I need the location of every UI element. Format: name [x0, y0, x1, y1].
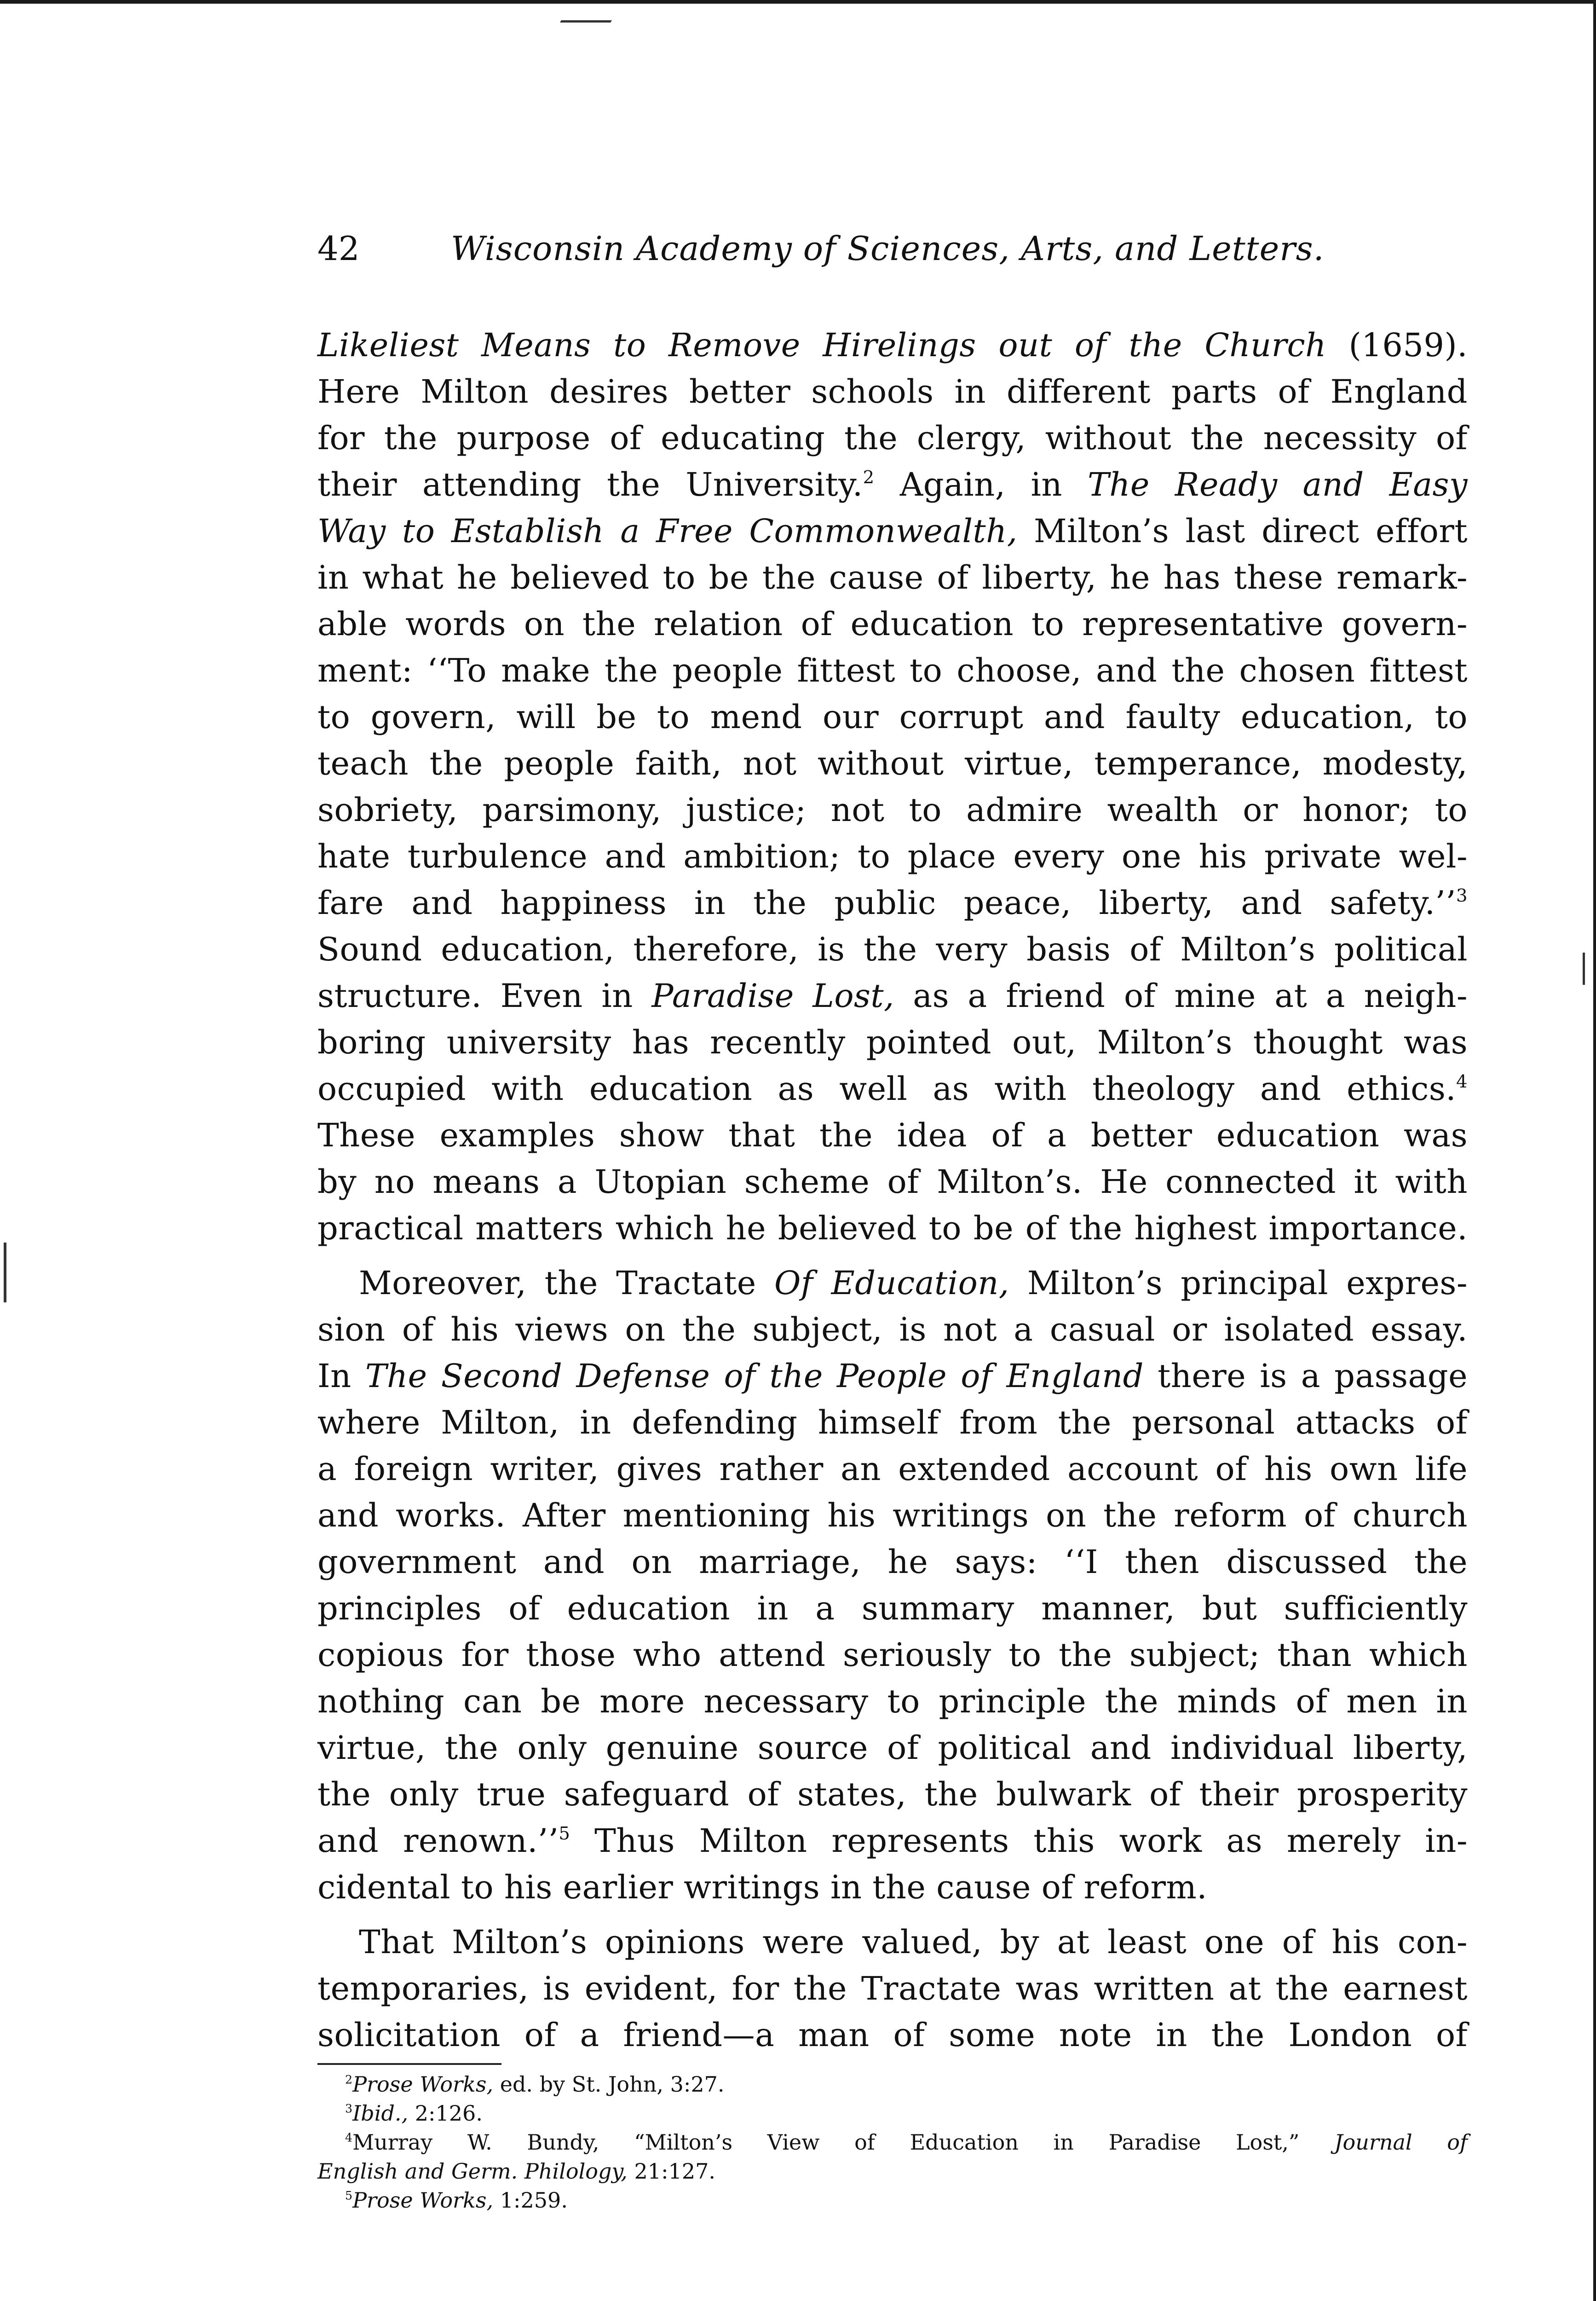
footnote-4 [317, 2128, 1468, 2157]
text-run: there is a passage [1143, 1357, 1468, 1395]
text-run: (1659). [1326, 326, 1468, 364]
text-line: the only true safeguard of states, the bulwark of their prosperity [317, 1775, 1468, 1813]
italic-title: Way to Establish a Free Commonwealth, [317, 512, 1018, 550]
running-title: Wisconsin Academy of Sciences, Arts, and Letters. [451, 229, 1325, 268]
footnote-journal: Journal of [1299, 2130, 1468, 2155]
text-line: where Milton, in defending himself from the personal attacks of [317, 1404, 1468, 1441]
text-line: hate turbulence and ambition; to place every one his private wel- [317, 838, 1468, 875]
text-line [317, 973, 1468, 1019]
text-line [317, 880, 1468, 926]
text-line: and works. After mentioning his writings on the reform of church [317, 1497, 1468, 1534]
text-line: These examples show that the idea of a better education was [317, 1116, 1468, 1154]
text-line [317, 1818, 1468, 1864]
footnote-3 [317, 2099, 1468, 2128]
footnote-number: 3 [345, 2102, 353, 2116]
italic-title: Paradise Lost, [651, 977, 894, 1015]
footnote-title: Prose Works, [352, 2072, 494, 2097]
text-line: to govern, will be to mend our corrupt and faulty education, to [317, 698, 1468, 736]
text-line: in what he believed to be the cause of liberty, he has these remark- [317, 559, 1468, 596]
text-line: by no means a Utopian scheme of Milton’s. He connected it with [317, 1163, 1468, 1201]
text-line: a foreign writer, gives rather an extended account of his own life [317, 1450, 1468, 1488]
footnote-number: 4 [345, 2131, 353, 2145]
text-run: Moreover, the Tractate [359, 1264, 774, 1302]
italic-title: Of Education, [774, 1264, 1009, 1302]
text-line: virtue, the only genuine source of political and individual liberty, [317, 1729, 1468, 1767]
text-line: government and on marriage, he says: ‘‘I then discussed the [317, 1543, 1468, 1581]
text-line: principles of education in a summary manner, but sufficiently [317, 1590, 1468, 1627]
text-run: In [317, 1357, 365, 1395]
text-line [317, 1260, 1468, 1307]
text-run: their attending the University. [317, 466, 863, 503]
text-line: temporaries, is evident, for the Tractate was written at the earnest [317, 1970, 1468, 2007]
scan-mark-right [1583, 953, 1588, 985]
text-line: Here Milton desires better schools in different parts of England [317, 373, 1468, 410]
text-line: copious for those who attend seriously to the subject; than which [317, 1636, 1468, 1674]
scan-mark-left [4, 1243, 10, 1302]
text-line: solicitation of a friend—a man of some note in the London of [317, 2016, 1468, 2054]
text-line: practical matters which he believed to be of the highest importance. [317, 1209, 1468, 1247]
paragraph-gap [317, 1911, 1468, 1919]
footnote-ref: 2 [863, 467, 875, 488]
footnote-title: Prose Works, [352, 2188, 494, 2213]
text-line: cidental to his earlier writings in the cause of reform. [317, 1868, 1208, 1906]
text-line [317, 1353, 1468, 1399]
footnote-number: 2 [345, 2073, 353, 2087]
text-run: Thus Milton represents this work as merely in- [570, 1822, 1468, 1860]
text-run: Again, in [874, 466, 1088, 503]
footnote-ref: 5 [559, 1823, 570, 1844]
text-run: Milton’s principal expres- [1009, 1264, 1468, 1302]
footnote-journal: English and Germ. Philology, [317, 2159, 628, 2184]
italic-title: The Second Defense of the People of England [365, 1357, 1144, 1395]
paragraph-gap [317, 1252, 1468, 1260]
text-run: Milton’s last direct effort [1017, 512, 1468, 550]
footnote-ref: 3 [1456, 885, 1468, 907]
footnote-text: 2:126. [408, 2101, 483, 2126]
footnote-title: Ibid., [352, 2101, 409, 2126]
footnote-5 [317, 2186, 1468, 2215]
text-line [317, 322, 1468, 369]
text-line: for the purpose of educating the clergy, without the necessity of [317, 419, 1468, 457]
text-line: able words on the relation of education to representative govern- [317, 605, 1468, 643]
footnote-rule [317, 2063, 501, 2065]
text-line: boring university has recently pointed out, Milton’s thought was [317, 1023, 1468, 1061]
footnote-text: Murray W. Bundy, “Milton’s View of Education in Paradise Lost,” [352, 2130, 1300, 2155]
text-run: fare and happiness in the public peace, liberty, and safety.’’ [317, 884, 1456, 922]
italic-title: Likeliest Means to Remove Hirelings out of the Church [317, 326, 1326, 364]
text-line [317, 508, 1468, 555]
text-line: teach the people faith, not without virtue, temperance, modesty, [317, 745, 1468, 782]
text-line [317, 1066, 1468, 1112]
text-line: ment: ‘‘To make the people fittest to choose, and the chosen fittest [317, 652, 1468, 689]
footnote-text: 1:259. [493, 2188, 568, 2213]
body-text [317, 322, 1468, 2058]
text-run: as a friend of mine at a neigh- [894, 977, 1468, 1015]
page-header [317, 223, 1468, 274]
footnote-number: 5 [345, 2189, 353, 2203]
text-run: occupied with education as well as with theology and ethics. [317, 1070, 1456, 1108]
page-number: 42 [317, 229, 360, 268]
footnote-text: 21:127. [627, 2159, 715, 2184]
text-line: sobriety, parsimony, justice; not to admire wealth or honor; to [317, 791, 1468, 829]
text-line: That Milton’s opinions were valued, by at least one of his con- [359, 1923, 1468, 1961]
text-run: structure. Even in [317, 977, 652, 1015]
footnote-text: ed. by St. John, 3:27. [493, 2072, 725, 2097]
footnote-4-continued [317, 2157, 1468, 2186]
footnote-2 [317, 2070, 1468, 2099]
footnotes [317, 2070, 1468, 2215]
text-line [317, 462, 1468, 508]
text-run: and renown.’’ [317, 1822, 559, 1860]
text-line: nothing can be more necessary to principle the minds of men in [317, 1682, 1468, 1720]
text-line: sion of his views on the subject, is not a casual or isolated essay. [317, 1311, 1468, 1348]
text-line: Sound education, therefore, is the very basis of Milton’s political [317, 931, 1468, 968]
italic-title: The Ready and Easy [1088, 466, 1468, 503]
footnote-ref: 4 [1456, 1071, 1468, 1093]
